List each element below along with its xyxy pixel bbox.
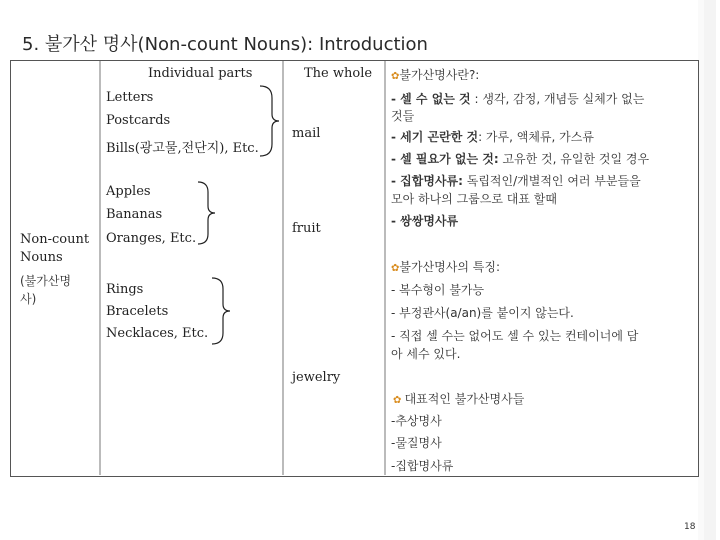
row-label-en-2: Nouns	[20, 250, 63, 265]
def1-bold: - 셀 수 없는 것	[391, 92, 471, 106]
fruit-item: Bananas	[106, 207, 163, 222]
examples-heading-text: 대표적인 불가산명사들	[404, 392, 525, 406]
def3-rest: 고유한 것, 유일한 것일 경우	[498, 152, 650, 166]
fruit-item: Apples	[106, 184, 151, 199]
mail-item: Postcards	[106, 113, 171, 128]
header-the-whole: The whole	[304, 66, 373, 81]
definition-line-5: - 쌍쌍명사류	[391, 214, 459, 228]
row-label-ko-2: 사)	[20, 292, 37, 306]
definition-line-3	[391, 150, 649, 167]
definition-line-4b: 모아 하나의 그룹으로 대표 할때	[391, 192, 557, 206]
def2-bold: - 세기 곤란한 것	[391, 130, 479, 144]
features-heading-text: 불가산명사의 특징:	[399, 260, 500, 274]
def2-rest: : 가루, 액체류, 가스류	[478, 130, 594, 144]
jewelry-item: Bracelets	[106, 304, 169, 319]
example-item: -추상명사	[391, 414, 442, 428]
jewelry-whole: jewelry	[292, 370, 341, 385]
fruit-item: Oranges, Etc.	[106, 231, 197, 246]
fruit-whole: fruit	[292, 221, 321, 236]
slide-title: 5. 불가산 명사(Non-count Nouns): Introduction	[22, 34, 428, 55]
examples-heading	[393, 390, 524, 407]
page-number: 18	[684, 522, 696, 532]
jewelry-item: Necklaces, Etc.	[106, 326, 209, 341]
row-label-ko-1: (불가산명	[20, 274, 72, 288]
definition-line-2	[391, 128, 594, 145]
right-brace-icon	[196, 180, 220, 246]
feature-line-1: - 복수형이 불가능	[391, 283, 485, 297]
header-individual-parts: Individual parts	[148, 66, 253, 81]
diamond-bullet-icon: ✿	[391, 71, 400, 82]
feature-line-2: - 부정관사(a/an)를 붙이지 않는다.	[391, 306, 574, 320]
right-brace-icon	[258, 84, 282, 158]
feature-line-3b: 아 세수 있다.	[391, 347, 461, 361]
definition-line-1	[391, 90, 644, 107]
def4-rest: 독립적인/개별적인 여러 부분들을	[462, 174, 641, 188]
features-heading	[391, 258, 500, 275]
example-item: -물질명사	[391, 436, 442, 450]
example-item: -집합명사류	[391, 459, 454, 473]
def3-bold: - 셀 필요가 없는 것:	[391, 152, 499, 166]
right-brace-icon	[210, 276, 234, 346]
definition-heading	[391, 66, 479, 83]
diamond-bullet-icon: ✿	[391, 263, 400, 274]
diamond-bullet-icon: ✿	[393, 395, 405, 406]
def1-rest: : 생각, 감정, 개념등 실체가 없는	[470, 92, 645, 106]
row-label-en-1: Non-count	[20, 232, 90, 247]
mail-item: Bills(광고물,전단지), Etc.	[106, 141, 259, 156]
feature-line-3: - 직접 셀 수는 없어도 셀 수 있는 컨테이너에 담	[391, 329, 639, 343]
mail-item: Letters	[106, 90, 154, 105]
def4-bold: - 집합명사류:	[391, 174, 463, 188]
definition-line-1b: 것들	[391, 109, 415, 123]
mail-whole: mail	[292, 126, 321, 141]
definition-heading-text: 불가산명사란?:	[399, 68, 480, 82]
definition-line-4	[391, 172, 641, 189]
jewelry-item: Rings	[106, 282, 144, 297]
